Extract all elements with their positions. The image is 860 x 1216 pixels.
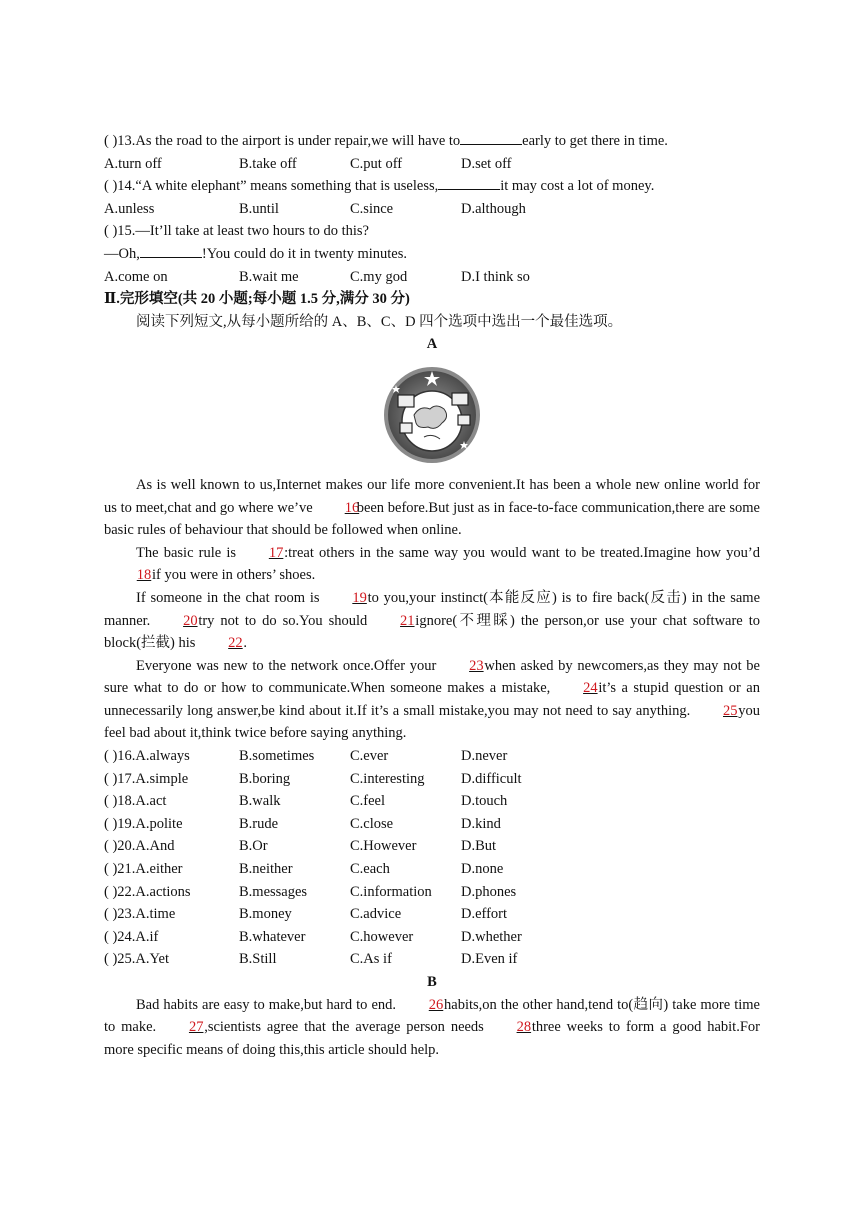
option-c: C.However	[350, 838, 417, 855]
option-d: D.none	[461, 861, 504, 878]
option-d: D.difficult	[461, 770, 522, 787]
question-13-stem: ( )13.As the road to the airport is under repair,we will have to early to get there in time.	[104, 130, 760, 153]
option-a: ( )20.A.And	[104, 838, 175, 855]
option-b: B.sometimes	[239, 748, 315, 765]
passage-a-paragraph-3: If someone in the chat room is 19to you,your instinct(本能反应) is to fire back(反击) in the same manner. 20try not to do so.You should 21ignore(不理睬) the person,or use your chat software to block(拦截) his 22.	[104, 587, 760, 655]
option-c: C.As if	[350, 951, 392, 968]
option-b: B.whatever	[239, 928, 306, 945]
section-instruction: 阅读下列短文,从每小题所给的 A、B、C、D 四个选项中选出一个最佳选项。	[136, 313, 623, 330]
option-d: D.set off	[461, 155, 512, 172]
option-b: B.wait me	[239, 268, 299, 285]
passage-a-paragraph-2: The basic rule is 17:treat others in the same way you would want to be treated.Imagine how you’d18if you were in others’ shoes.	[104, 542, 760, 587]
blank-24: 24	[583, 680, 598, 697]
option-d: D.never	[461, 748, 508, 765]
passage-b-paragraph-1: Bad habits are easy to make,but hard to end. 26habits,on the other hand,tend to(趋向) take more time to make. 27,scientists agree that the average person needs 28three weeks to form a good habit.For more specific means of doing this,this article should help.	[104, 994, 760, 1062]
option-c: C.advice	[350, 906, 402, 923]
option-d: D.whether	[461, 928, 522, 945]
question-row	[104, 835, 760, 858]
option-d: D.But	[461, 838, 497, 855]
blank-22: 22	[228, 635, 243, 652]
option-d: D.kind	[461, 815, 501, 832]
option-b: B.take off	[239, 155, 297, 172]
question-15-reply: —Oh, !You could do it in twenty minutes.	[104, 243, 760, 266]
option-b: B.walk	[239, 793, 281, 810]
passage-b-label: B	[427, 974, 437, 990]
question-15-stem: ( )15.—It’ll take at least two hours to do this?	[104, 223, 369, 240]
option-c: C.each	[350, 861, 390, 878]
question-row	[104, 745, 760, 768]
option-a: ( )25.A.Yet	[104, 951, 169, 968]
option-c: C.ever	[350, 748, 389, 765]
option-d: D.I think so	[461, 268, 530, 285]
option-a: ( )21.A.either	[104, 861, 183, 878]
option-b: B.rude	[239, 815, 279, 832]
option-c: C.interesting	[350, 770, 425, 787]
blank-20: 20	[183, 612, 198, 629]
passage-a-label: A	[426, 336, 438, 353]
blank-17: 17	[268, 544, 284, 561]
question-row	[104, 813, 760, 836]
cloze-questions-a	[104, 745, 760, 971]
exam-content	[104, 130, 760, 1061]
passage-a-paragraph-1: As is well known to us,Internet makes our life more convenient.It has been a whole new online world for us to meet,chat and go where we’ve 16been before.But just as in face-to-face communication,there are some basic rules of behaviour that should be followed when online.	[104, 476, 760, 539]
option-c: C.close	[350, 815, 394, 832]
option-a: ( )22.A.actions	[104, 883, 191, 900]
question-14-options	[104, 198, 760, 221]
question-row	[104, 948, 760, 971]
option-c: C.put off	[350, 155, 403, 172]
option-c: C.feel	[350, 793, 386, 810]
option-b: B.messages	[239, 883, 308, 900]
globe-illustration	[104, 356, 760, 474]
option-d: D.touch	[461, 793, 508, 810]
question-row	[104, 790, 760, 813]
blank-18: 18	[136, 567, 152, 584]
section-title: Ⅱ.完形填空(共 20 小题;每小题 1.5 分,满分 30 分)	[104, 291, 410, 308]
question-row	[104, 926, 760, 949]
blank-28: 28	[516, 1019, 532, 1036]
option-d: D.effort	[461, 906, 508, 923]
option-d: D.Even if	[461, 951, 518, 968]
answer-blank	[438, 175, 500, 190]
answer-blank	[140, 243, 202, 258]
question-15-options	[104, 266, 760, 289]
blank-16: 16	[344, 499, 360, 516]
option-a: ( )23.A.time	[104, 906, 176, 923]
question-row	[104, 881, 760, 904]
blank-27: 27	[188, 1019, 204, 1036]
question-row	[104, 858, 760, 881]
option-c: C.since	[350, 200, 394, 217]
question-row	[104, 768, 760, 791]
blank-26: 26	[428, 996, 444, 1013]
option-b: B.Still	[239, 951, 277, 968]
option-b: B.Or	[239, 838, 268, 855]
option-a: ( )18.A.act	[104, 793, 167, 810]
option-a: A.unless	[104, 200, 155, 217]
question-row	[104, 903, 760, 926]
question-14-stem: ( )14.“A white elephant” means something that is useless, it may cost a lot of money.	[104, 175, 760, 198]
option-a: ( )17.A.simple	[104, 770, 189, 787]
option-b: B.neither	[239, 861, 293, 878]
globe-icon	[380, 365, 484, 465]
blank-25: 25	[723, 702, 738, 719]
answer-blank	[460, 130, 522, 145]
option-a: ( )24.A.if	[104, 928, 159, 945]
option-d: D.phones	[461, 883, 517, 900]
option-a: A.turn off	[104, 155, 162, 172]
option-b: B.until	[239, 200, 279, 217]
passage-a-paragraph-4: Everyone was new to the network once.Offer your 23when asked by newcomers,as they may not be sure what to do or how to communicate.When someone makes a mistake, 24it’s a stupid question or an unnecessarily long answer,be kind about it.If it’s a small mistake,you may not need to say anything. 25you feel bad about it,think twice before saying anything.	[104, 655, 760, 745]
option-a: ( )19.A.polite	[104, 815, 183, 832]
blank-19: 19	[352, 589, 367, 606]
blank-23: 23	[469, 657, 484, 674]
option-c: C.however	[350, 928, 414, 945]
option-c: C.information	[350, 883, 432, 900]
question-13-options	[104, 153, 760, 176]
option-a: A.come on	[104, 268, 168, 285]
option-c: C.my god	[350, 268, 408, 285]
option-b: B.money	[239, 906, 292, 923]
blank-21: 21	[400, 612, 415, 629]
option-a: ( )16.A.always	[104, 748, 190, 765]
option-d: D.although	[461, 200, 526, 217]
option-b: B.boring	[239, 770, 291, 787]
